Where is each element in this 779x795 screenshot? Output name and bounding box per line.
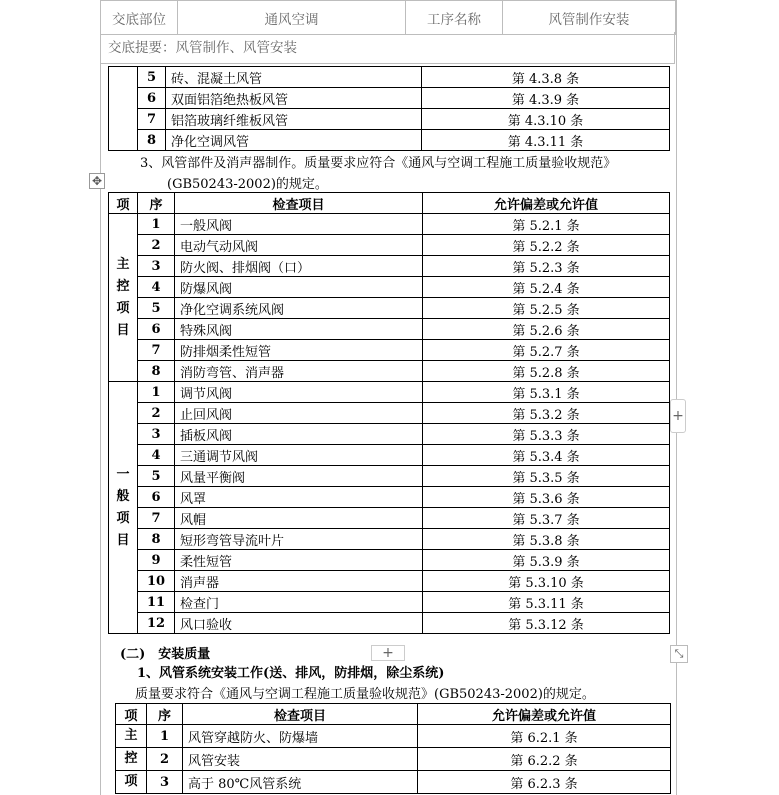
allowed-value[interactable]: 第 5.2.2 条: [423, 235, 670, 256]
materials-table: [108, 66, 670, 151]
category-char: 一: [116, 466, 130, 482]
row-number: 8: [138, 529, 175, 550]
check-item[interactable]: 风罩: [175, 487, 423, 508]
check-item[interactable]: 高于 80℃风管系统: [183, 771, 418, 794]
allowed-value[interactable]: 第 4.3.10 条: [422, 109, 670, 130]
check-item[interactable]: 防排烟柔性短管: [175, 340, 423, 361]
category-char: 主: [116, 256, 130, 272]
check-item[interactable]: 检查门: [175, 592, 423, 613]
check-item[interactable]: 防爆风阀: [175, 277, 423, 298]
row-number: 1: [138, 382, 175, 403]
check-item[interactable]: 风管穿越防火、防爆墙: [183, 725, 418, 748]
col-header-item: 检查项目: [175, 193, 423, 214]
col-header-value: 允许偏差或允许值: [423, 193, 670, 214]
category-char: 般: [116, 488, 130, 504]
category-char: 项: [116, 300, 130, 316]
resize-icon[interactable]: ⤡: [670, 645, 688, 663]
table-row: [109, 466, 670, 487]
allowed-value[interactable]: 第 5.3.5 条: [423, 466, 670, 487]
category-cell: [109, 214, 138, 382]
table-row: [109, 88, 670, 109]
summary[interactable]: 交底提要：风管制作、风管安装: [100, 32, 675, 64]
table-row: [109, 109, 670, 130]
table-row: [109, 487, 670, 508]
section2-subtitle: 1、风管系统安装工作(送、排风，防排烟，除尘系统): [137, 666, 445, 681]
check-item[interactable]: 双面铝箔绝热板风管: [166, 88, 422, 109]
row-number: 4: [138, 445, 175, 466]
add-row-button[interactable]: [371, 645, 405, 661]
row-number: 7: [138, 109, 166, 130]
page-border-left: [100, 0, 101, 795]
col-header-value: 允许偏差或允许值: [418, 704, 671, 725]
section2-note: 质量要求符合《通风与空调工程施工质量验收规范》(GB50243-2002)的规定。: [135, 687, 595, 702]
check-item[interactable]: 风帽: [175, 508, 423, 529]
check-item[interactable]: 风口验收: [175, 613, 423, 634]
category-char: 项: [116, 771, 147, 794]
add-column-button[interactable]: [670, 399, 686, 433]
table-row: [109, 298, 670, 319]
row-number: 5: [138, 67, 166, 88]
plus-icon: +: [382, 645, 394, 661]
check-item[interactable]: 砖、混凝土风管: [166, 67, 422, 88]
allowed-value[interactable]: 第 5.2.5 条: [423, 298, 670, 319]
allowed-value[interactable]: 第 5.3.12 条: [423, 613, 670, 634]
col-header-item: 检查项目: [183, 704, 418, 725]
row-number: 2: [138, 235, 175, 256]
plus-icon: +: [672, 408, 684, 424]
allowed-value[interactable]: 第 5.3.3 条: [423, 424, 670, 445]
row-number: 8: [138, 130, 166, 151]
page-border-right: [676, 0, 677, 795]
allowed-value[interactable]: 第 6.2.3 条: [418, 771, 671, 794]
category-char: 目: [116, 322, 130, 338]
check-item[interactable]: 铝箔玻璃纤维板风管: [166, 109, 422, 130]
check-item[interactable]: 净化空调系统风阀: [175, 298, 423, 319]
check-item[interactable]: 柔性短管: [175, 550, 423, 571]
table-row: [109, 130, 670, 151]
row-number: 6: [138, 487, 175, 508]
category-char: 目: [116, 532, 130, 548]
table-row: [109, 571, 670, 592]
check-item[interactable]: 三通调节风阀: [175, 445, 423, 466]
allowed-value[interactable]: 第 5.3.8 条: [423, 529, 670, 550]
table-row: [109, 445, 670, 466]
allowed-value[interactable]: 第 4.3.9 条: [422, 88, 670, 109]
table-row: [109, 592, 670, 613]
move-icon[interactable]: ✥: [89, 173, 105, 189]
row-number: 4: [138, 277, 175, 298]
check-item[interactable]: 特殊风阀: [175, 319, 423, 340]
table-row: [109, 319, 670, 340]
row-number: 5: [138, 466, 175, 487]
allowed-value[interactable]: 第 5.3.7 条: [423, 508, 670, 529]
allowed-value[interactable]: 第 5.2.6 条: [423, 319, 670, 340]
allowed-value[interactable]: 第 5.3.4 条: [423, 445, 670, 466]
allowed-value[interactable]: 第 5.2.8 条: [423, 361, 670, 382]
row-number: 12: [138, 613, 175, 634]
allowed-value[interactable]: 第 6.2.2 条: [418, 748, 671, 771]
row-number: 8: [138, 361, 175, 382]
row-number: 6: [138, 319, 175, 340]
table-row: [109, 277, 670, 298]
col-header-no: 序: [138, 193, 175, 214]
col-header-cat: 项: [116, 704, 147, 725]
row-number: 7: [138, 508, 175, 529]
row-number: 3: [147, 771, 183, 794]
table-row: [116, 748, 671, 771]
check-item[interactable]: 插板风阀: [175, 424, 423, 445]
allowed-value[interactable]: 第 5.3.10 条: [423, 571, 670, 592]
check-item[interactable]: 净化空调风管: [166, 130, 422, 151]
row-number: 1: [138, 214, 175, 235]
table-row: [109, 340, 670, 361]
check-item[interactable]: 消声器: [175, 571, 423, 592]
proc-value[interactable]: 风管制作安装: [502, 1, 675, 35]
allowed-value[interactable]: 第 6.2.1 条: [418, 725, 671, 748]
allowed-value[interactable]: 第 5.3.6 条: [423, 487, 670, 508]
table-row: [109, 403, 670, 424]
check-item[interactable]: 防火阀、排烟阀（口）: [175, 256, 423, 277]
allowed-value[interactable]: 第 5.3.9 条: [423, 550, 670, 571]
allowed-value[interactable]: 第 5.2.4 条: [423, 277, 670, 298]
components-table: [108, 192, 670, 634]
table-row: [109, 235, 670, 256]
para3-line2: (GB50243-2002)的规定。: [167, 177, 328, 192]
allowed-value[interactable]: 第 5.3.2 条: [423, 403, 670, 424]
table-row: [109, 256, 670, 277]
allowed-value[interactable]: 第 5.2.7 条: [423, 340, 670, 361]
row-number: 11: [138, 592, 175, 613]
category-char: 项: [116, 510, 130, 526]
category-char: 控: [116, 278, 130, 294]
row-number: 2: [138, 403, 175, 424]
table-row: [109, 424, 670, 445]
table-row: [116, 771, 671, 794]
row-number: 6: [138, 88, 166, 109]
table-row: [109, 508, 670, 529]
row-number: 3: [138, 256, 175, 277]
row-number: 7: [138, 340, 175, 361]
para3-line1: 3、风管部件及消声器制作。质量要求应符合《通风与空调工程施工质量验收规范》: [140, 156, 617, 171]
dept-label: 交底部位: [101, 1, 178, 35]
table-row: [109, 529, 670, 550]
check-item[interactable]: 风量平衡阀: [175, 466, 423, 487]
col-header-no: 序: [147, 704, 183, 725]
check-item[interactable]: 短形弯管导流叶片: [175, 529, 423, 550]
section2-title: (二) 安装质量: [120, 647, 211, 662]
table-row: [109, 67, 670, 88]
table-row: [109, 361, 670, 382]
table-row: [109, 214, 670, 235]
row-number: 1: [147, 725, 183, 748]
allowed-value[interactable]: 第 5.2.1 条: [423, 214, 670, 235]
table-row: [109, 550, 670, 571]
check-item[interactable]: 一般风阀: [175, 214, 423, 235]
check-item[interactable]: 风管安装: [183, 748, 418, 771]
category-cell: [109, 382, 138, 634]
table-row: [116, 725, 671, 748]
col-header-cat: 项: [109, 193, 138, 214]
check-item[interactable]: 电动气动风阀: [175, 235, 423, 256]
row-number: 10: [138, 571, 175, 592]
allowed-value[interactable]: 第 4.3.8 条: [422, 67, 670, 88]
dept-value[interactable]: 通风空调: [177, 1, 405, 35]
row-number: 5: [138, 298, 175, 319]
table-row: [109, 382, 670, 403]
check-item[interactable]: 止回风阀: [175, 403, 423, 424]
allowed-value[interactable]: 第 4.3.11 条: [422, 130, 670, 151]
proc-label: 工序名称: [406, 1, 503, 35]
table-row: [109, 613, 670, 634]
allowed-value[interactable]: 第 5.3.1 条: [423, 382, 670, 403]
row-number: 9: [138, 550, 175, 571]
check-item[interactable]: 调节风阀: [175, 382, 423, 403]
allowed-value[interactable]: 第 5.3.11 条: [423, 592, 670, 613]
check-item[interactable]: 消防弯管、消声器: [175, 361, 423, 382]
category-cell: [109, 67, 138, 151]
category-char: 主: [116, 725, 147, 748]
row-number: 2: [147, 748, 183, 771]
category-char: 控: [116, 748, 147, 771]
row-number: 3: [138, 424, 175, 445]
allowed-value[interactable]: 第 5.2.3 条: [423, 256, 670, 277]
handover-header-table: [100, 0, 676, 35]
install-table: [115, 703, 671, 794]
